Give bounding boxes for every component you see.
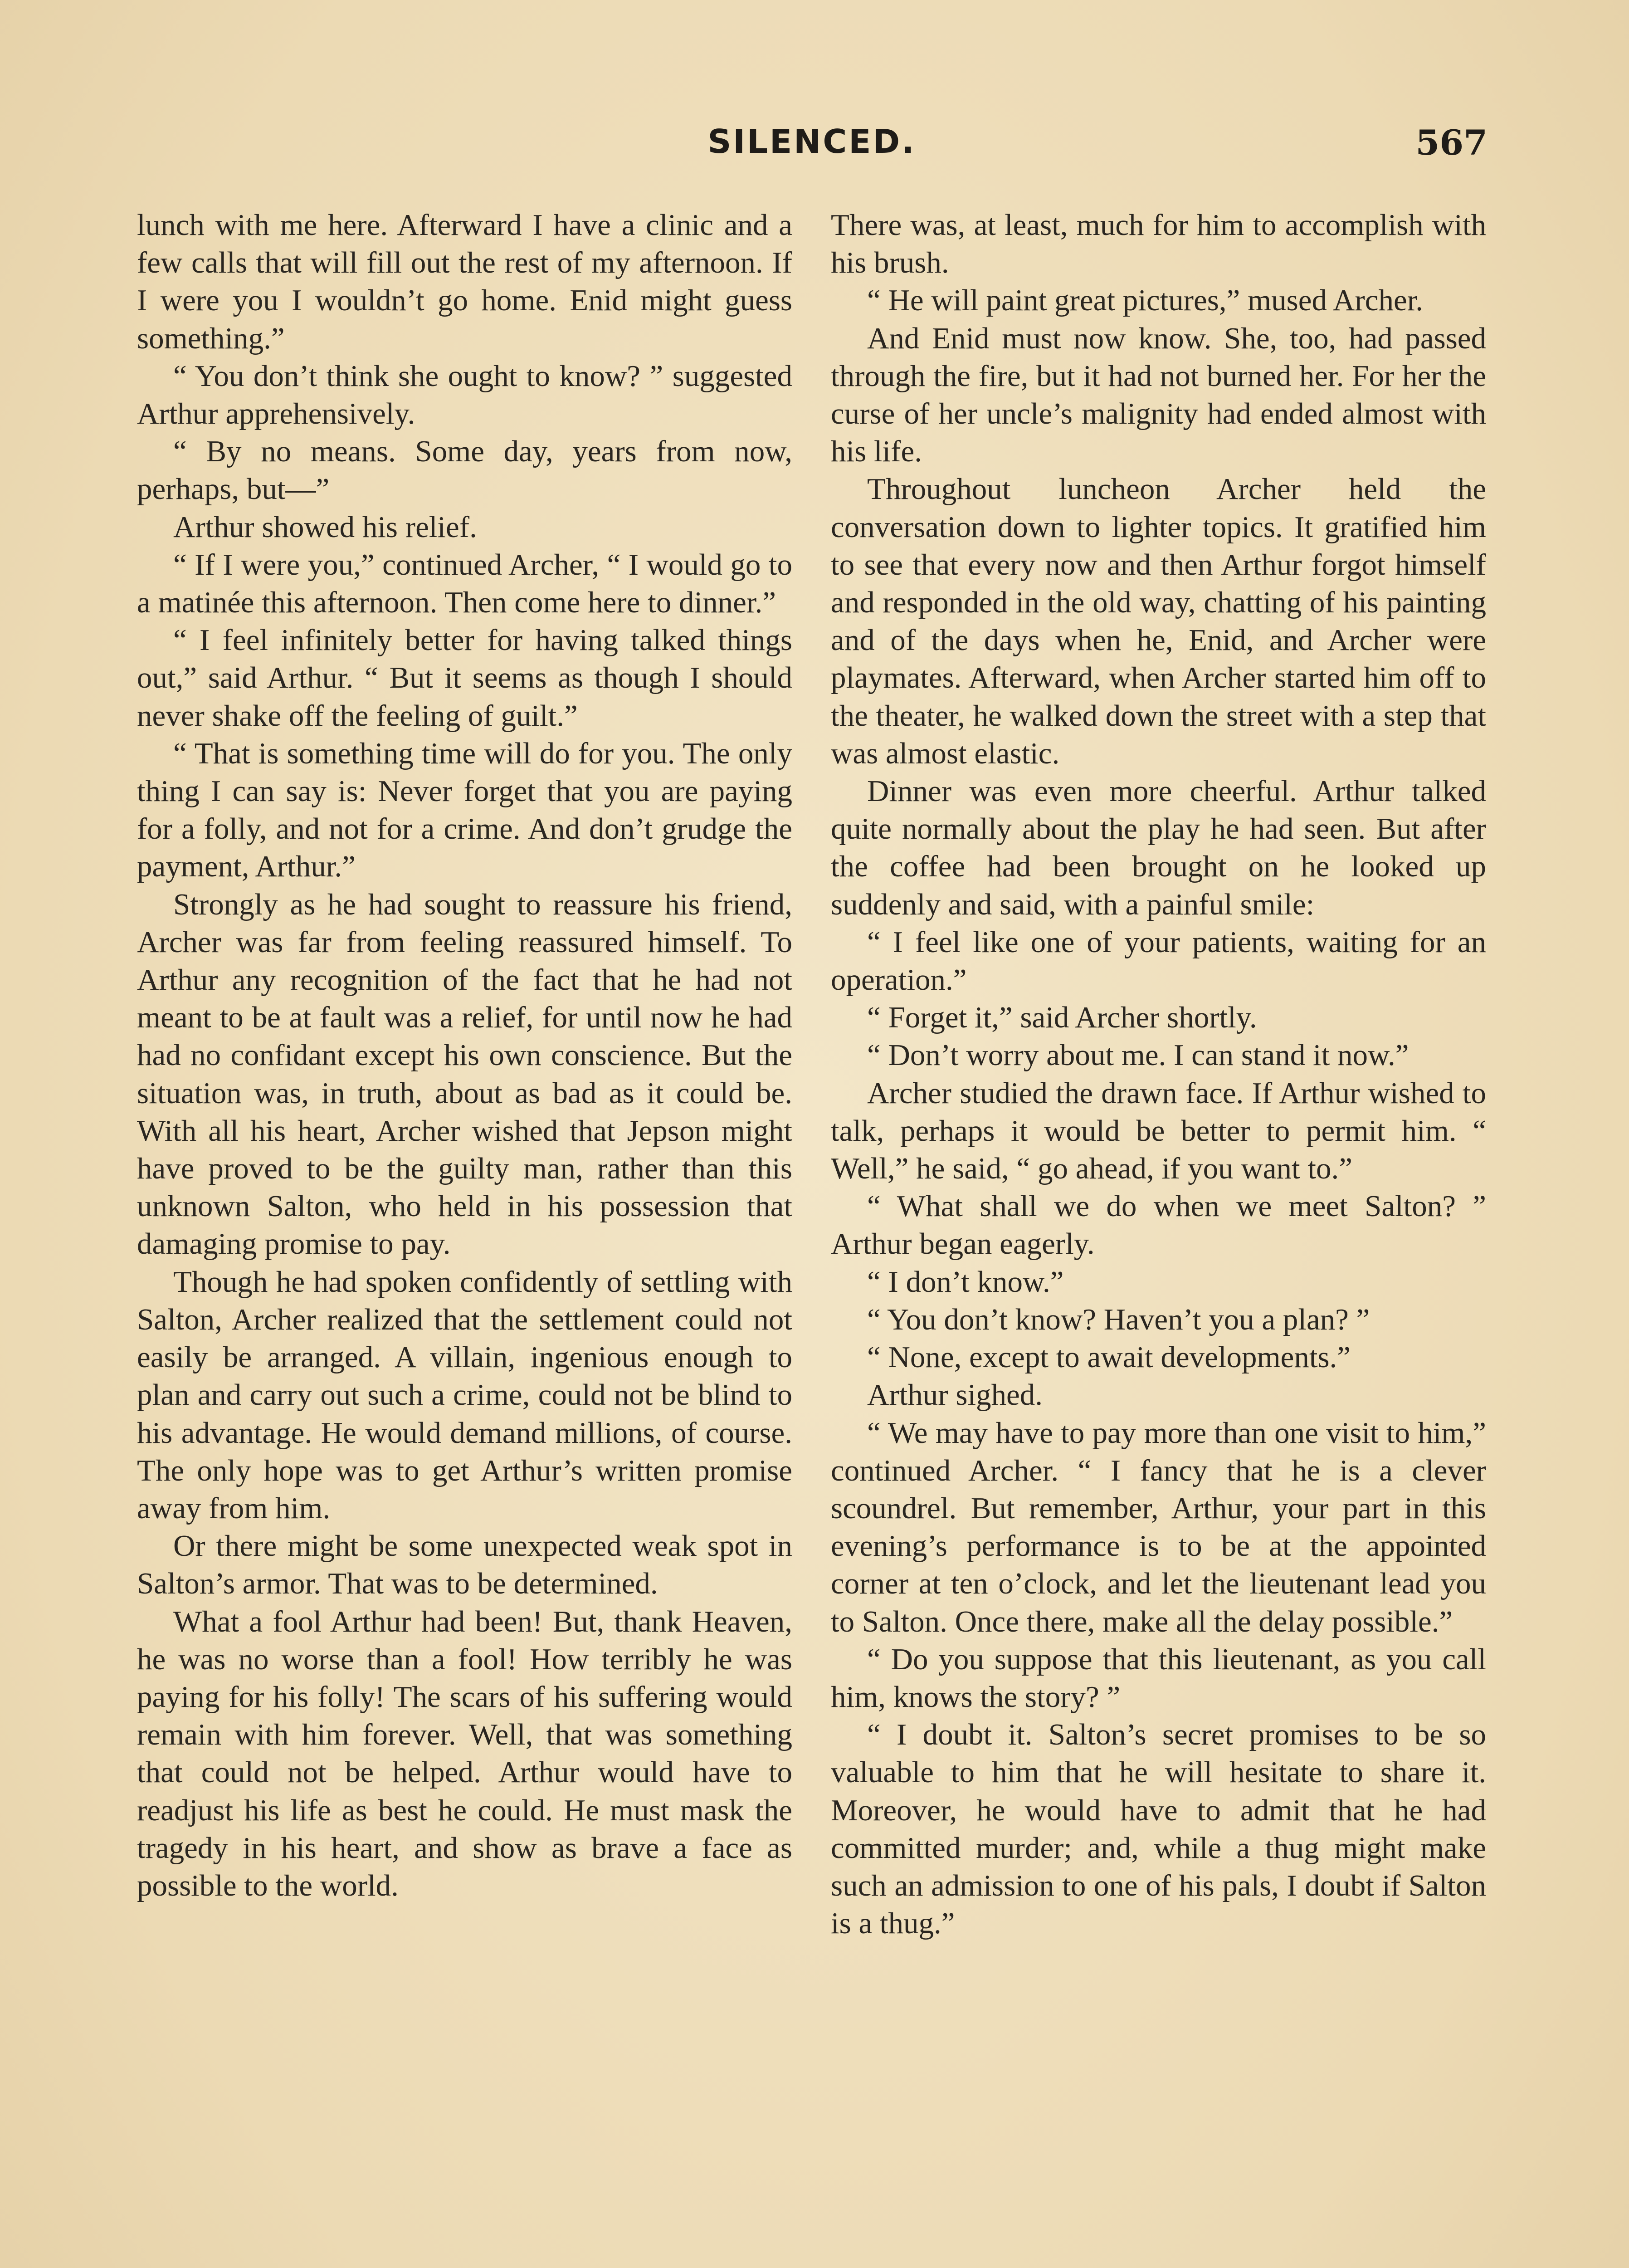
paragraph: And Enid must now know. She, too, had passed through the fire, but it had not burned her. For her the curse of her uncle’s malignity had ended almost with his life.	[831, 321, 1486, 469]
paragraph: “ Don’t worry about me. I can stand it now.”	[867, 1038, 1409, 1072]
right-column	[831, 206, 1486, 2268]
paragraph: “ I feel infinitely better for having talked things out,” said Arthur. “ But it seems as though I should never shake off the feeling of guilt.”	[137, 623, 792, 733]
running-header	[136, 122, 1488, 172]
paragraph: “ I doubt it. Salton’s secret promises to be so valuable to him that he will hesitate to share it. Moreover, he would have to admit that he had committed murder; and, while a thug might make such an admission to one of his pals, I doubt if Salton is a thug.”	[831, 1718, 1486, 1941]
paragraph: Arthur sighed.	[867, 1378, 1043, 1412]
paragraph: “ What shall we do when we meet Salton? ” Arthur began eagerly.	[831, 1189, 1486, 1261]
left-column	[137, 206, 792, 2268]
paragraph: “ You don’t think she ought to know? ” suggested Arthur apprehensively.	[137, 359, 792, 431]
paragraph: “ I feel like one of your patients, waiting for an operation.”	[831, 925, 1486, 997]
paragraph: Strongly as he had sought to reassure his friend, Archer was far from feeling reassured himself. To Arthur any recognition of the fact that he had not meant to be at fault was a relief, for until now he had had no confidant except his own conscience. But the situation was, in truth, about as bad as it could be. With all his heart, Archer wished that Jepson might have proved to be the guilty man, rather than this unknown Salton, who held in his possession that damaging promise to pay.	[137, 887, 792, 1261]
paragraph: Or there might be some unexpected weak spot in Salton’s armor. That was to be determined.	[137, 1529, 792, 1601]
paragraph: “ If I were you,” continued Archer, “ I would go to a matinée this afternoon. Then come here to dinner.”	[137, 547, 792, 620]
paragraph: “ Do you suppose that this lieutenant, as you call him, knows the story? ”	[831, 1642, 1486, 1714]
paragraph: “ We may have to pay more than one visit to him,” continued Archer. “ I fancy that he is a clever scoundrel. But remember, Arthur, your part in this evening’s performance is to be at the appointed corner at ten o’clock, and let the lieutenant lead you to Salton. Once there, make all the delay possible.”	[831, 1416, 1486, 1638]
page-title: SILENCED.	[707, 122, 916, 161]
paragraph: Arthur showed his relief.	[173, 510, 477, 544]
paragraph: “ None, except to await developments.”	[867, 1340, 1351, 1374]
paragraph: Archer studied the drawn face. If Arthur wished to talk, perhaps it would be better to permit him. “ Well,” he said, “ go ahead, if you want to.”	[831, 1076, 1486, 1186]
paragraph: “ Forget it,” said Archer shortly.	[867, 1001, 1257, 1035]
paragraph: Throughout luncheon Archer held the conversation down to lighter topics. It gratified him to see that every now and then Arthur forgot himself and responded in the old way, chatting of his painting and of the days when he, Enid, and Archer were playmates. Afterward, when Archer started him off to the theater, he walked down the street with a step that was almost elastic.	[831, 472, 1486, 770]
paragraph: Though he had spoken confidently of settling with Salton, Archer realized that the settlement could not easily be arranged. A villain, ingenious enough to plan and carry out such a crime, could not be blind to his advantage. He would demand millions, of course. The only hope was to get Arthur’s written promise away from him.	[137, 1265, 792, 1525]
paragraph: Dinner was even more cheerful. Arthur talked quite normally about the play he had seen. But after the coffee had been brought on he looked up suddenly and said, with a painful smile:	[831, 774, 1486, 921]
paragraph: “ By no means. Some day, years from now, perhaps, but—”	[137, 435, 792, 506]
paragraph: “ I don’t know.”	[867, 1265, 1064, 1299]
paragraph: “ You don’t know? Haven’t you a plan? ”	[867, 1302, 1370, 1336]
page-number: 567	[1415, 122, 1488, 163]
paragraph: There was, at least, much for him to accomplish with his brush.	[831, 208, 1486, 280]
paragraph: “ That is something time will do for you. The only thing I can say is: Never forget that you are paying for a folly, and not for a crime. And don’t grudge the payment, Arthur.”	[137, 736, 792, 884]
paragraph: What a fool Arthur had been! But, thank Heaven, he was no worse than a fool! How terribly he was paying for his folly! The scars of his suffering would remain with him forever. Well, that was something that could not be helped. Arthur would have to readjust his life as best he could. He must mask the tragedy in his heart, and show as brave a face as possible to the world.	[137, 1604, 792, 1902]
paragraph: “ He will paint great pictures,” mused Archer.	[867, 284, 1424, 318]
paragraph: lunch with me here. Afterward I have a clinic and a few calls that will fill out the rest of my afternoon. If I were you I wouldn’t go home. Enid might guess something.”	[137, 208, 792, 355]
